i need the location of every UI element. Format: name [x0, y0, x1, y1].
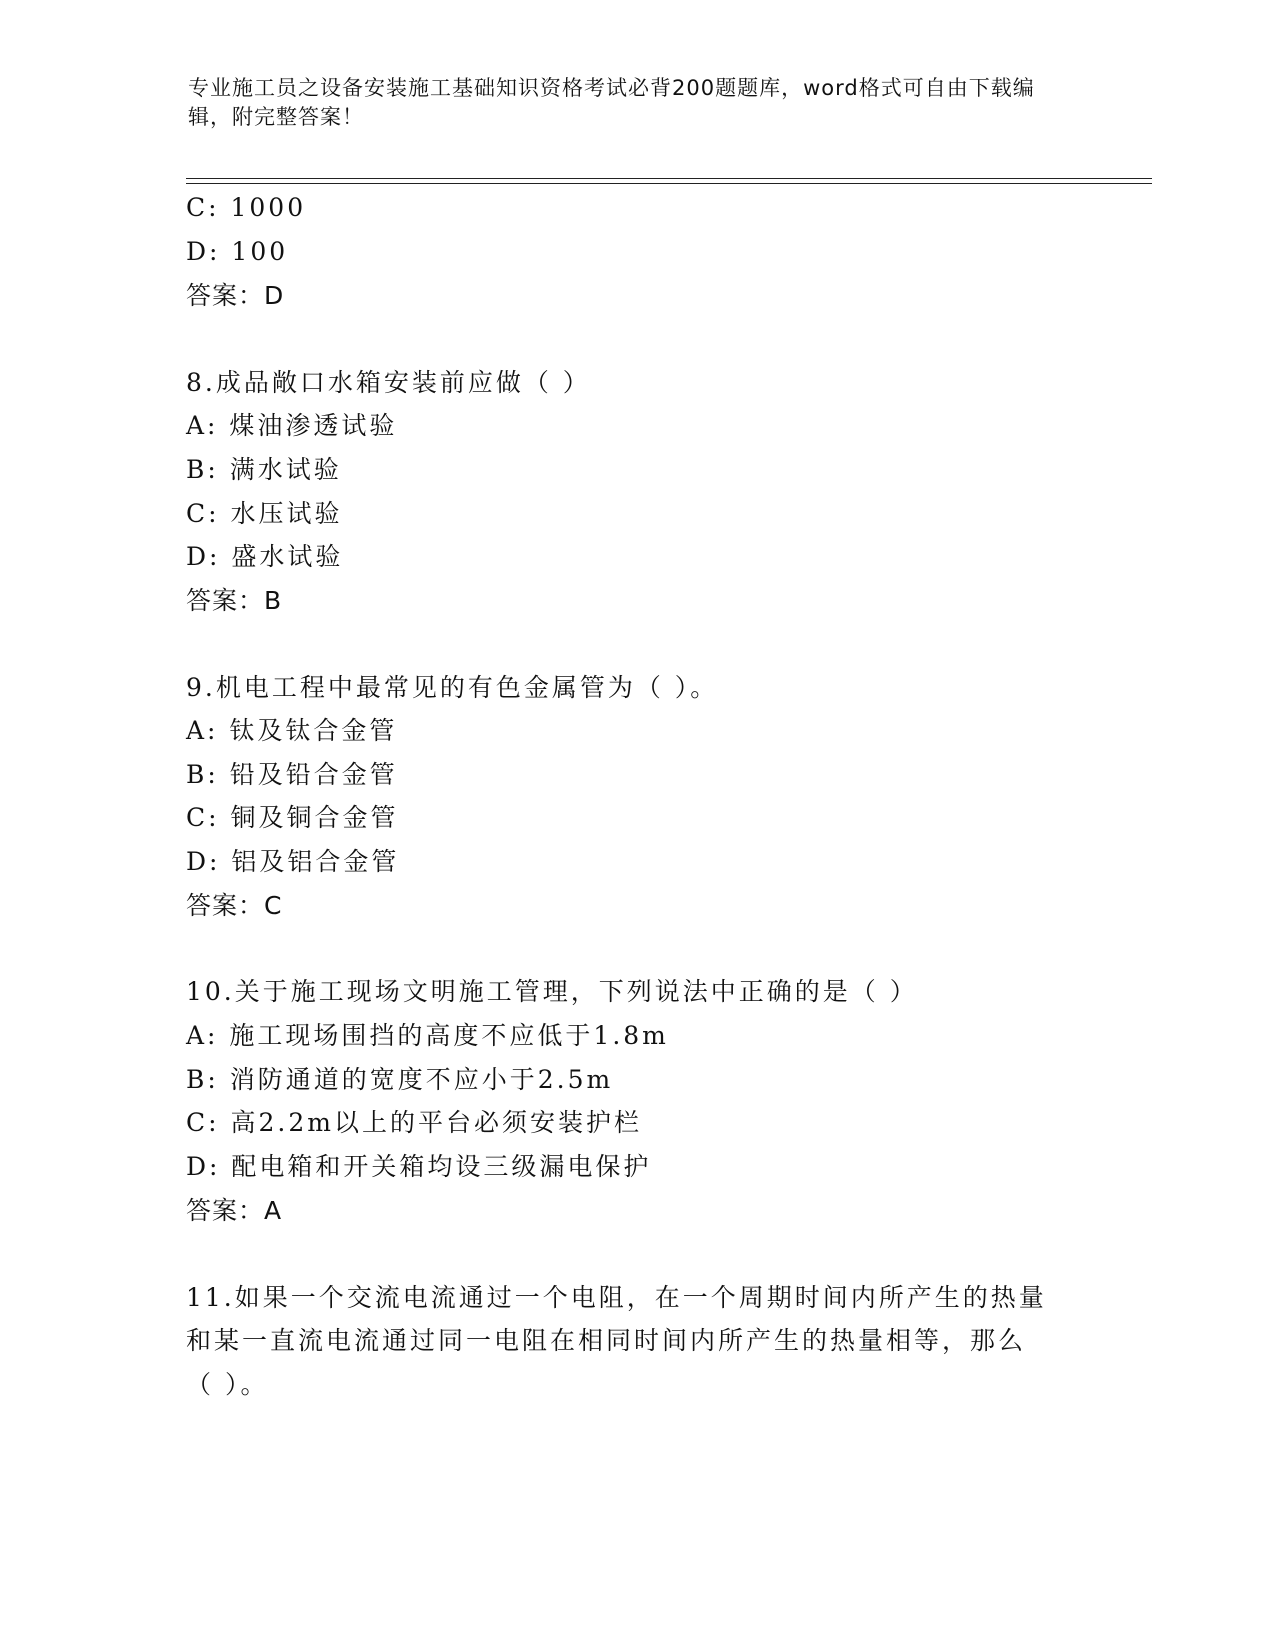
q7-answer: 答案：D	[186, 281, 285, 310]
q8-option-d: D: 盛水试验	[186, 542, 344, 571]
q8-option-b: B: 满水试验	[186, 455, 342, 484]
q10-option-d: D: 配电箱和开关箱均设三级漏电保护	[186, 1152, 652, 1181]
q7-option-d: D: 100	[186, 237, 289, 266]
q10-option-b: B: 消防通道的宽度不应小于2.5m	[186, 1065, 614, 1094]
header-divider-top	[186, 178, 1152, 179]
q9-answer: 答案：C	[186, 891, 283, 920]
q9-question: 9.机电工程中最常见的有色金属管为（ ）。	[186, 673, 719, 702]
q9-option-c: C: 铜及铜合金管	[186, 803, 399, 832]
q11-question-line-1: 11.如果一个交流电流通过一个电阻，在一个周期时间内所产生的热量	[186, 1283, 1047, 1312]
q10-option-c: C: 高2.2m以上的平台必须安装护栏	[186, 1108, 642, 1137]
q9-option-d: D: 铝及铝合金管	[186, 847, 400, 876]
document-header: 专业施工员之设备安装施工基础知识资格考试必背200题题库，word格式可自由下载编辑，附完整答案！	[188, 76, 1035, 129]
q8-question: 8.成品敞口水箱安装前应做（ ）	[186, 368, 591, 397]
q8-option-a: A: 煤油渗透试验	[186, 411, 398, 440]
header-divider-bottom	[186, 183, 1152, 184]
q10-option-a: A: 施工现场围挡的高度不应低于1.8m	[186, 1021, 669, 1050]
q7-option-c: C: 1000	[186, 193, 307, 222]
q9-option-b: B: 铅及铅合金管	[186, 760, 398, 789]
q10-question: 10.关于施工现场文明施工管理，下列说法中正确的是（ ）	[186, 977, 918, 1006]
q8-option-c: C: 水压试验	[186, 499, 343, 528]
q11-question-line-3: （ ）。	[186, 1370, 269, 1399]
q11-question-line-2: 和某一直流电流通过同一电阻在相同时间内所产生的热量相等，那么	[186, 1326, 1027, 1355]
q8-answer: 答案：B	[186, 586, 283, 615]
q9-option-a: A: 钛及钛合金管	[186, 716, 398, 745]
q10-answer: 答案：A	[186, 1196, 283, 1225]
